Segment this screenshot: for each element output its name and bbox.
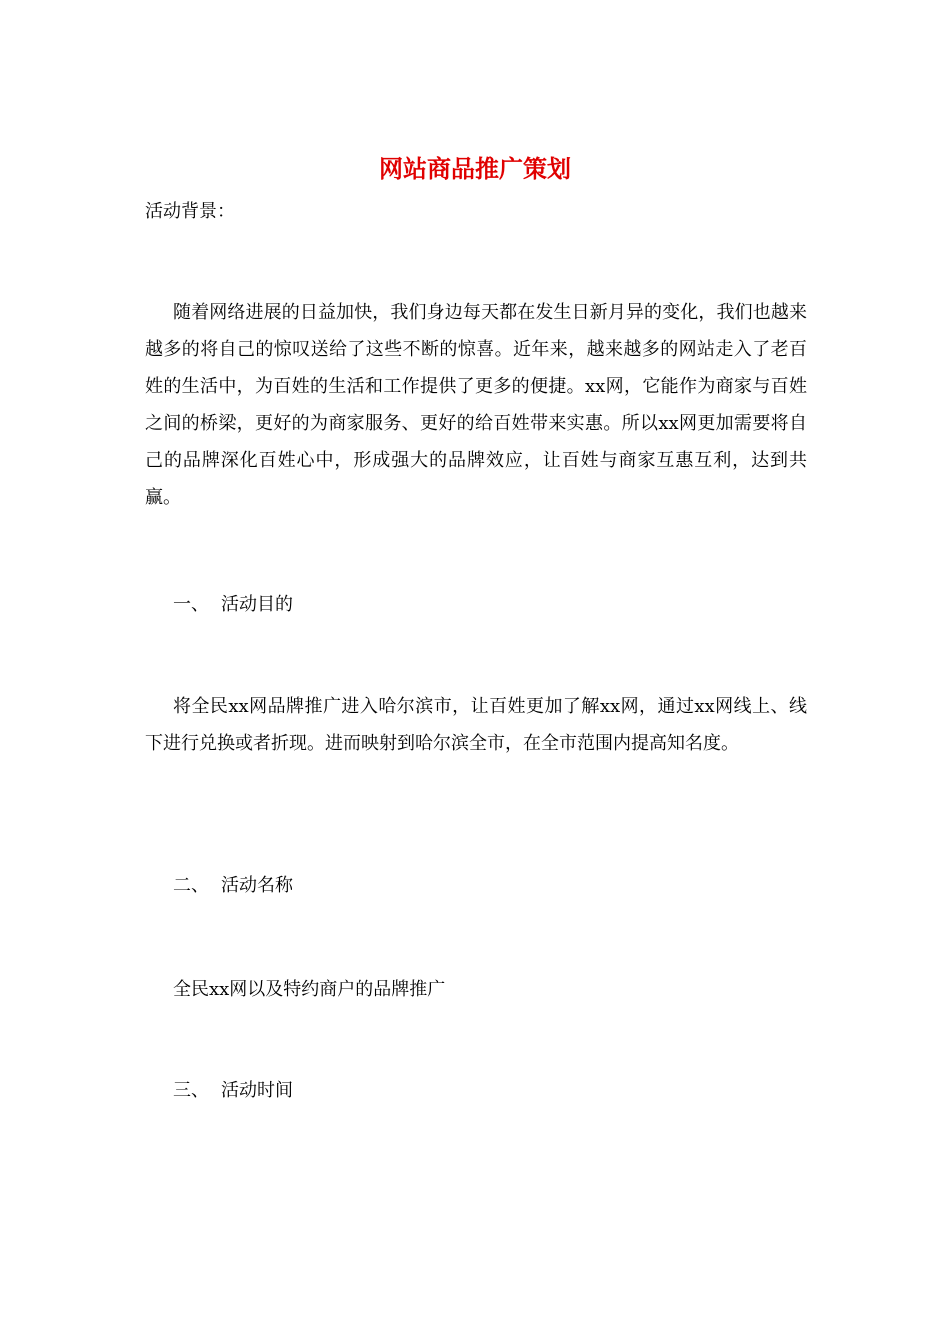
background-paragraph: 随着网络进展的日益加快，我们身边每天都在发生日新月异的变化，我们也越来越多的将自己的惊叹送给了这些不断的惊喜。近年来，越来越多的网站走入了老百姓的生活中，为百姓的生活和工作提供了更多的便捷。xx网，它能作为商家与百姓之间的桥梁，更好的为商家服务、更好的给百姓带来实惠。所以xx网更加需要将自己的品牌深化百姓心中，形成强大的品牌效应，让百姓与商家互惠互利，达到共赢。 — [145, 302, 807, 508]
purpose-paragraph: 将全民xx网品牌推广进入哈尔滨市，让百姓更加了解xx网，通过xx网线上、线下进行兑换或者折现。进而映射到哈尔滨全市，在全市范围内提高知名度。 — [145, 696, 807, 754]
section-heading-text: 活动时间 — [221, 1080, 293, 1101]
background-label: 活动背景： — [145, 201, 235, 222]
section-number: 二、 — [173, 875, 209, 896]
section-heading-text: 活动名称 — [221, 875, 293, 896]
section-number: 三、 — [173, 1080, 209, 1101]
section-heading-name — [173, 873, 293, 899]
section-heading-time — [173, 1078, 293, 1104]
page-title: 网站商品推广策划 — [379, 154, 571, 183]
section-number: 一、 — [173, 594, 209, 615]
section-heading-purpose — [173, 592, 293, 618]
activity-name-text: 全民xx网以及特约商户的品牌推广 — [173, 979, 446, 1000]
section-heading-text: 活动目的 — [221, 594, 293, 615]
